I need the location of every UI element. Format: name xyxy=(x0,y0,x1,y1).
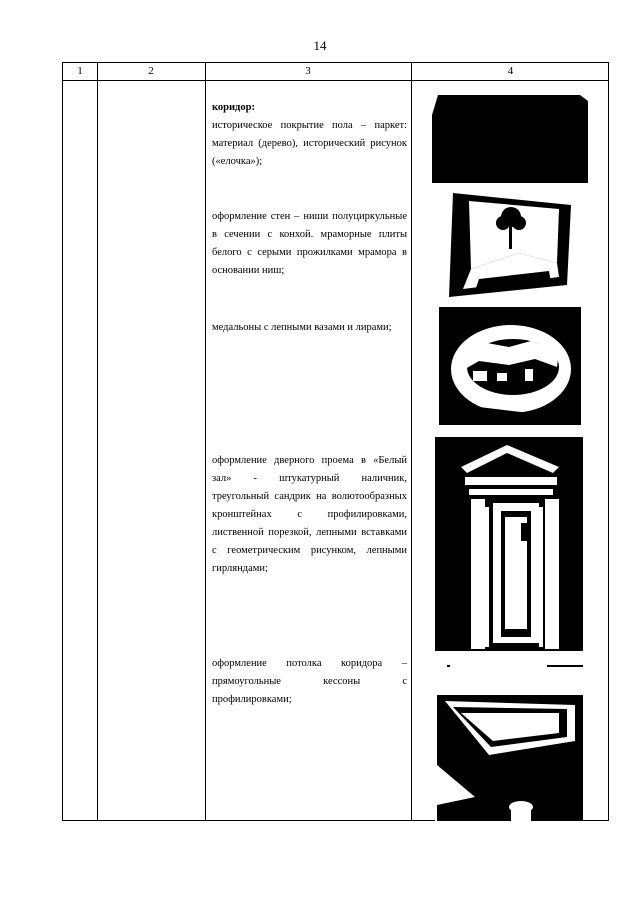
photo-wall-niche xyxy=(449,193,571,297)
section-walls xyxy=(212,208,407,280)
column-divider-1 xyxy=(97,63,98,820)
column-divider-2 xyxy=(205,63,206,820)
section-text: историческое покрытие пола – паркет: материал (дерево), исторический рисунок («елочка»); xyxy=(212,120,407,167)
section-medallions xyxy=(212,319,407,337)
header-divider xyxy=(63,80,608,81)
column-header-1: 1 xyxy=(77,65,83,77)
specification-table xyxy=(62,62,609,821)
photo-ceiling-coffers xyxy=(435,665,583,821)
section-floor xyxy=(212,99,407,171)
page-number: 14 xyxy=(313,38,327,53)
photo-doorway xyxy=(435,437,583,651)
section-text: оформление дверного проема в «Белый зал» - штукатурный наличник, треугольный сандрик на волютообразных кронштейнах с профилировками, лиственной порезкой, лепными вставками с геометрическим рисунком, лепными гирляндами; xyxy=(212,455,407,574)
section-ceiling xyxy=(212,655,407,709)
column-header-3: 3 xyxy=(305,65,311,77)
section-title: коридор: xyxy=(212,102,255,113)
section-text: оформление потолка коридора – прямоугольные кессоны с профилировками; xyxy=(212,658,407,705)
section-doorway xyxy=(212,452,407,578)
photo-parquet-floor xyxy=(432,95,588,183)
photo-medallion xyxy=(439,307,581,425)
column-header-2: 2 xyxy=(148,65,154,77)
column-header-4: 4 xyxy=(507,65,514,77)
section-text: оформление стен – ниши полуциркульные в сечении с конхой. мраморные плиты белого с серыми прожилками мрамора в основании ниш; xyxy=(212,211,407,276)
section-text: медальоны с лепными вазами и лирами; xyxy=(212,322,392,333)
column-divider-3 xyxy=(411,63,412,820)
